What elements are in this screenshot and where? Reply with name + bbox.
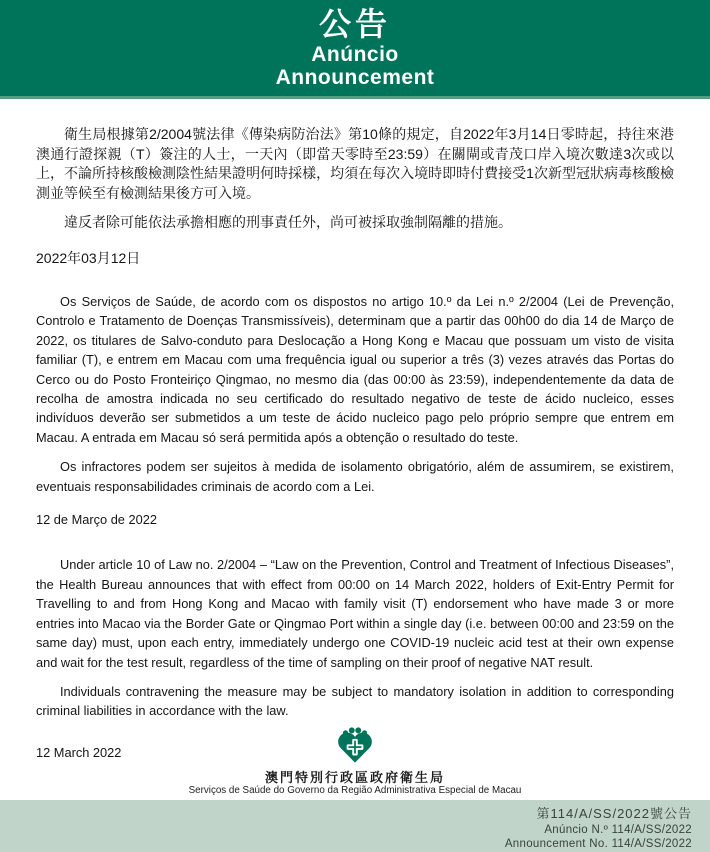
zh-paragraph-1: 衛生局根據第2/2004號法律《傳染病防治法》第10條的規定，自2022年3月14日零時起，持往來港澳通行證探親（T）簽注的人士，一天內（即當天零時至23:59）在關閘或青茂口岸入境次數達3次或以上，不論所持核酸檢測陰性結果證明何時採樣，均須在每次入境時即時付費接受1次新型冠狀病毒核酸檢測並等候至有檢測結果後方可入境。	[36, 126, 674, 201]
en-date: 12 March 2022	[36, 744, 122, 760]
en-paragraph-2: Individuals contravening the measure may be subject to mandatory isolation in addition to corresponding criminal liabilities in accordance with the law.	[36, 683, 674, 719]
health-bureau-heart-cross-logo-icon	[335, 726, 375, 764]
pt-paragraph-1: Os Serviços de Saúde, de acordo com os dispostos no artigo 10.º da Lei n.º 2/2004 (Lei de Prevenção, Controlo e Tratamento de Doenças Transmissíveis), determinam que a partir das 00h00 do dia 14 de Março de 2022, os titulares de Salvo-conduto para Deslocação a Hong Kong e Macau que possuam um visto de visita familiar (T), e entrem em Macau com uma frequência igual ou superior a três (3) vezes através das Portas do Cerco ou do Posto Fronteiriço Qingmao, no mesmo dia (das 00:00 às 23:59), independentemente da data de recolha de amostra indicada no seu certificado do resultado negativo de teste de ácido nucleico, esses indivíduos deverão ser submetidos a um teste de ácido nucleico pago pelo próprio sempre que entrem em Macau. A entrada em Macau só será permitida após a obtenção o resultado do teste.	[36, 294, 674, 445]
section-portuguese	[36, 292, 674, 529]
en-paragraph-1: Under article 10 of Law no. 2/2004 – “Law on the Prevention, Control and Treatment of Infectious Diseases”, the Health Bureau announces that with effect from 00:00 on 14 March 2022, holders of Exit-Entry Permit for Travelling to and from Hong Kong and Macao with family visit (T) endorsement who have made 3 or more entries into Macao via the Border Gate or Qingmao Port within a single day (i.e. between 00:00 and 23:59 on the same day) must, upon each entry, immediately undergo one COVID-19 nucleic acid test at their own expense and wait for the test result, regardless of the time of sampling on their proof of negative NAT result.	[36, 557, 674, 670]
section-chinese	[36, 125, 674, 268]
pt-paragraph-2: Os infractores podem ser sujeitos à medida de isolamento obrigatório, além de assumirem, se existirem, eventuais responsabilidades criminais de acordo com a Lei.	[36, 459, 674, 494]
zh-date: 2022年03月12日	[36, 249, 141, 266]
banner-title-zh: 公告	[318, 6, 391, 42]
pt-date: 12 de Março de 2022	[36, 512, 157, 528]
reference-number-en: Announcement No. 114/A/SS/2022	[504, 837, 692, 850]
reference-number-zh: 第114/A/SS/2022號公告	[536, 806, 692, 821]
organisation-name-zh: 澳門特別行政區政府衛生局	[264, 770, 445, 785]
announcement-banner	[0, 0, 710, 99]
reference-number-pt: Anúncio N.º 114/A/SS/2022	[544, 824, 692, 836]
announcement-body	[0, 99, 710, 762]
organisation-name-pt: Serviços de Saúde do Governo da Região Administrativa Especial de Macau	[188, 785, 522, 796]
banner-title-en: Announcement	[275, 66, 435, 89]
zh-paragraph-2: 違反者除可能依法承擔相應的刑事責任外，尚可被採取強制隔離的措施。	[64, 214, 512, 230]
banner-title-pt: Anúncio	[311, 43, 399, 66]
organisation-footer	[0, 726, 710, 800]
reference-number-band	[0, 800, 710, 852]
